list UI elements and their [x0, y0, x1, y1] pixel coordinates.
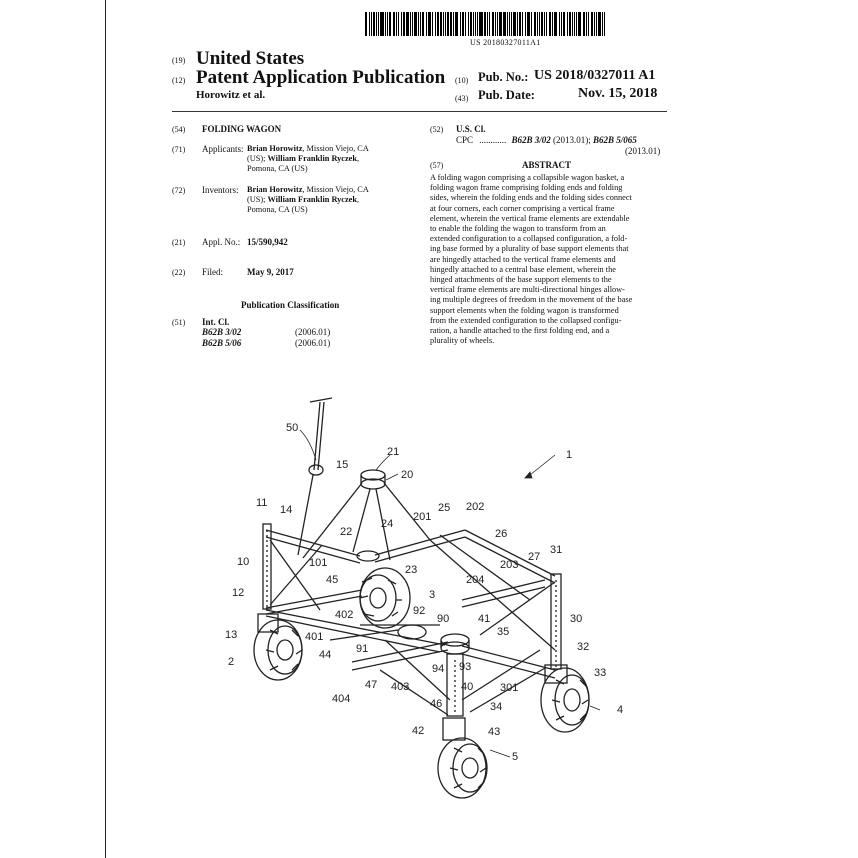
figure-label: 2	[228, 656, 235, 668]
wagon-drawing	[254, 398, 589, 798]
figure-label: 93	[459, 661, 472, 673]
pub-date-tag: (43)	[455, 94, 469, 103]
int-cl-date: (2006.01)	[295, 327, 331, 337]
figure-label: 5	[512, 751, 519, 763]
figure-label: 1	[566, 449, 573, 461]
figure-label: 3	[429, 589, 436, 601]
figure-label: 30	[570, 613, 583, 625]
appl-number: 15/590,942	[247, 237, 288, 247]
cpc-dots: ............	[479, 135, 507, 145]
publication-type: Patent Application Publication	[196, 67, 446, 88]
figure-label: 40	[461, 681, 474, 693]
figure-label: 14	[280, 504, 293, 516]
figure-label: 94	[432, 663, 445, 675]
abstract-line: element, wherein the vertical frame elements are extendable	[430, 213, 630, 223]
pub-no-tag: (10)	[455, 76, 469, 85]
figure-label: 45	[326, 574, 339, 586]
int-cl-code: B62B 5/06	[202, 338, 242, 348]
figure-label: 101	[309, 557, 328, 569]
abstract-line: to enable the folding the wagon to transform from an	[430, 224, 606, 234]
figure-label: 24	[381, 518, 394, 530]
figure-label: 21	[387, 446, 400, 458]
figure-label: 20	[401, 469, 414, 481]
appl-tag: (21)	[172, 238, 186, 247]
figure-label: 13	[225, 629, 238, 641]
figure-label: 47	[365, 679, 378, 691]
figure-label: 401	[305, 631, 324, 643]
wheel-front	[438, 718, 487, 798]
handle-grip	[310, 398, 332, 402]
wheel-right	[541, 665, 589, 732]
int-cl-date: (2006.01)	[295, 338, 331, 348]
figure-label: 203	[500, 559, 519, 571]
figure-label: 301	[500, 682, 519, 694]
figure-label: 41	[478, 613, 491, 625]
inventors: Brian Horowitz, Mission Viejo, CA (US); William Franklin Ryczek, Pomona, CA (US)	[247, 185, 369, 215]
invention-title: FOLDING WAGON	[202, 124, 282, 134]
figure-label: 90	[437, 613, 450, 625]
figure-label: 46	[430, 698, 443, 710]
abstract-line: hinged attachments of the base support elements to the	[430, 275, 612, 285]
cpc-date-2: (2013.01)	[625, 146, 661, 156]
publication-classification-heading: Publication Classification	[241, 300, 340, 310]
abstract-line: from the extended configuration to the collapsed configu-	[430, 315, 622, 325]
country: United States	[196, 48, 305, 69]
abstract-line: vertical frame elements are multi-directional hinges allow-	[430, 285, 625, 295]
figure-label: 404	[332, 693, 351, 705]
cpc-label: CPC	[456, 135, 474, 145]
abstract-line: A folding wagon comprising a collapsible wagon basket, a	[430, 173, 625, 182]
upper-hub	[357, 551, 379, 561]
figure-label: 34	[490, 701, 503, 713]
figure-label: 44	[319, 649, 332, 661]
abstract-line: ing base formed by a plurality of base support elements that	[430, 244, 629, 254]
abstract-line: hingedly attached to a central base element, wherein the	[430, 264, 616, 274]
figure-label: 43	[488, 726, 501, 738]
applicants-label: Applicants:	[202, 144, 244, 154]
figure-label: 10	[237, 556, 250, 568]
country-tag: (19)	[172, 56, 186, 65]
figure-label: 4	[617, 704, 624, 716]
cpc-code-1: B62B 3/02	[511, 135, 551, 145]
type-tag: (12)	[172, 76, 186, 85]
figure-label: 12	[232, 587, 245, 599]
abstract-heading: ABSTRACT	[522, 160, 572, 170]
applicant-2-name: William Franklin Ryczek	[267, 154, 357, 164]
figure-label: 204	[466, 574, 485, 586]
figure-label: 403	[391, 681, 410, 693]
figure-label: 33	[594, 667, 607, 679]
cpc-code-2: B62B 5/065	[593, 135, 637, 145]
figure-labels	[225, 422, 623, 763]
us-cl-tag: (52)	[430, 125, 444, 134]
inventor-1-name: Brian Horowitz	[247, 185, 303, 194]
wheel-left	[254, 614, 302, 680]
figure-label: 23	[405, 564, 418, 576]
filed-label: Filed:	[202, 267, 224, 277]
figure-label: 32	[577, 641, 590, 653]
abstract-line: plurality of wheels.	[430, 336, 495, 346]
figure-label: 202	[466, 501, 485, 513]
figure-label: 15	[336, 459, 349, 471]
filed-date: May 9, 2017	[247, 267, 294, 277]
abstract-line: sides, wherein the folding ends and the folding sides connect	[430, 193, 632, 203]
abstract-line: ing multiple degrees of freedom in the movement of the base	[430, 295, 633, 305]
figure-label: 26	[495, 528, 508, 540]
handle-hinge	[309, 465, 323, 475]
inventors-tag: (72)	[172, 186, 186, 195]
abstract-line: support elements when the folding wagon is transformed	[430, 305, 619, 315]
pub-no-label: Pub. No.:	[478, 70, 529, 84]
abstract-line: folding wagon frame comprising folding ends and folding	[430, 183, 623, 193]
figure-label: 91	[356, 643, 369, 655]
figure-label: 27	[528, 551, 541, 563]
inventors-label: Inventors:	[202, 185, 239, 195]
abstract-line: at four corners, each corner comprising a vertical frame	[430, 203, 615, 213]
pub-date-label: Pub. Date:	[478, 88, 535, 102]
applicants: Brian Horowitz, Mission Viejo, CA (US); William Franklin Ryczek, Pomona, CA (US)	[247, 144, 369, 174]
abstract-line: are hingedly attached to the vertical frame elements and	[430, 254, 616, 264]
title-tag: (54)	[172, 125, 186, 134]
int-cl-code: B62B 3/02	[202, 327, 242, 337]
int-cl-tag: (51)	[172, 318, 186, 327]
pub-date: Nov. 15, 2018	[578, 86, 658, 101]
wheel-rear-left	[360, 568, 410, 628]
figure-label: 402	[335, 609, 354, 621]
figure-label: 25	[438, 502, 451, 514]
barcode-number: US 20180327011A1	[470, 38, 541, 47]
authors: Horowitz et al.	[196, 89, 266, 101]
applicants-tag: (71)	[172, 145, 186, 154]
figure-label: 201	[413, 511, 432, 523]
applicant-1-name: Brian Horowitz	[247, 144, 303, 153]
abstract-tag: (57)	[430, 161, 444, 170]
pub-no: US 2018/0327011 A1	[534, 68, 656, 83]
figure-label: 92	[413, 605, 426, 617]
figure-label: 31	[550, 544, 563, 556]
appl-label: Appl. No.:	[202, 237, 241, 247]
figure-label: 50	[286, 422, 299, 434]
us-cl-label: U.S. Cl.	[456, 124, 486, 134]
cpc-date-1: (2013.01);	[553, 135, 591, 145]
figure-label: 35	[497, 626, 510, 638]
abstract-line: ration, a handle attached to the first folding end, and a	[430, 326, 610, 336]
base-center	[398, 625, 426, 639]
figure-label: 11	[256, 497, 268, 509]
int-cl-label: Int. Cl.	[202, 317, 230, 327]
figure-label: 22	[340, 526, 353, 538]
abstract-line: extended configuration to a collapsed configuration, a fold-	[430, 234, 628, 244]
figure-label: 42	[412, 725, 425, 737]
inventor-2-name: William Franklin Ryczek	[267, 195, 357, 205]
filed-tag: (22)	[172, 268, 186, 277]
